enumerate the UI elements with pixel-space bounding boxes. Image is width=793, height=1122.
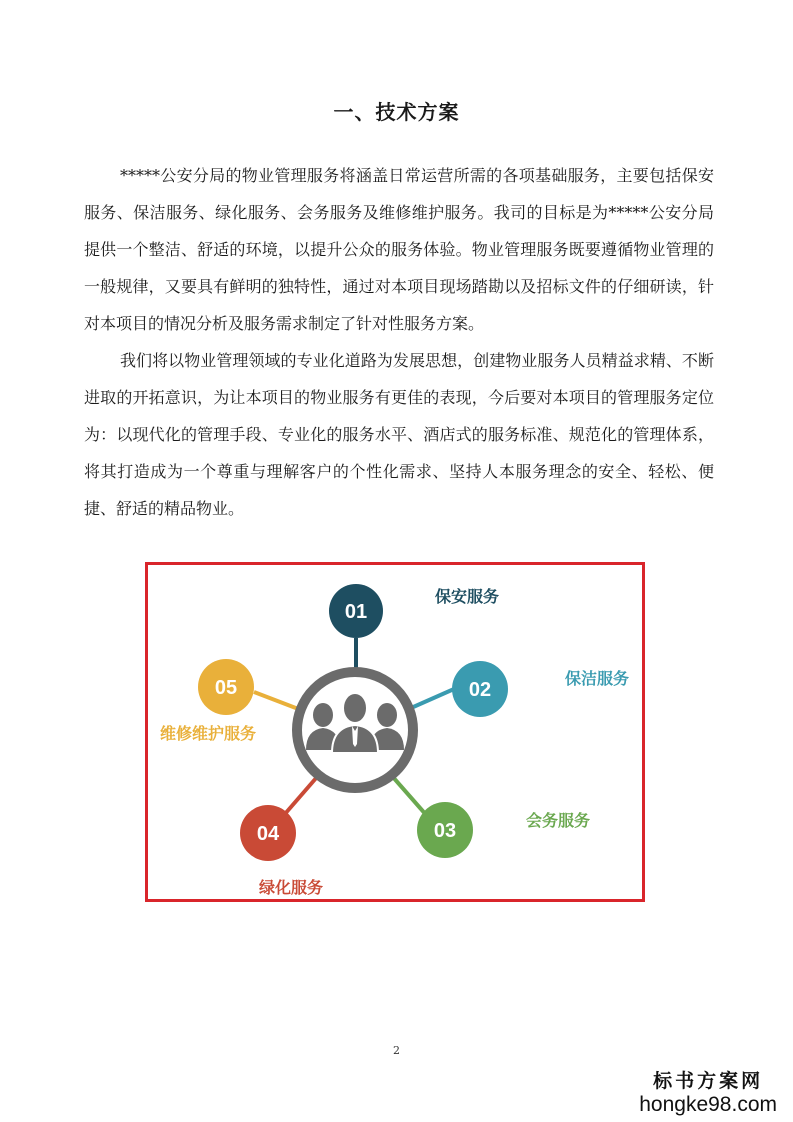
label-security: 保安服务 — [435, 587, 500, 606]
node-01-number: 01 — [344, 601, 368, 623]
node-03 — [417, 802, 473, 858]
connector-04 — [284, 777, 317, 815]
paragraph-2: 我们将以物业管理领域的专业化道路为发展思想，创建物业服务人员精益求精、不断进取的开拓意识，为让本项目的物业服务有更佳的表现，今后要对本项目的管理服务定位为：以现代化的管理手段、专业化的服务水平、酒店式的服务标准、规范化的管理体系，将其打造成为一个尊重与理解客户的个性化需求、坚持人本服务理念的安全、轻松、便捷、舒适的精品物业。 — [84, 351, 714, 518]
section-title: 一、技术方案 — [333, 100, 460, 124]
node-02-number: 02 — [468, 679, 492, 701]
body-text — [84, 157, 714, 527]
watermark-en: hongke98.com — [639, 1093, 777, 1116]
node-05-number: 05 — [214, 677, 238, 699]
label-cleaning: 保洁服务 — [565, 669, 630, 688]
node-03-number: 03 — [433, 820, 457, 842]
node-04 — [240, 805, 296, 861]
connector-02 — [411, 689, 454, 708]
node-01 — [329, 584, 383, 638]
node-05 — [198, 659, 254, 715]
service-diagram — [145, 562, 645, 902]
label-conference: 会务服务 — [526, 811, 591, 830]
connector-05 — [254, 692, 301, 710]
watermark-cn: 标书方案网 — [653, 1070, 764, 1092]
label-maintenance: 维修维护服务 — [160, 724, 257, 743]
watermark — [639, 1066, 777, 1117]
node-04-number: 04 — [256, 823, 280, 845]
page-number: 2 — [393, 1044, 400, 1057]
paragraph-1: *****公安分局的物业管理服务将涵盖日常运营所需的各项基础服务，主要包括保安服务、保洁服务、绿化服务、会务服务及维修维护服务。我司的目标是为*****公安分局提供一个整洁、舒适的环境，以提升公众的服务体验。物业管理服务既要遵循物业管理的一般规律，又要具有鲜明的独特性，通过对本项目现场踏勘以及招标文件的仔细研读，针对本项目的情况分析及服务需求制定了针对性服务方案。 — [84, 166, 714, 333]
node-02 — [452, 661, 508, 717]
label-greening: 绿化服务 — [259, 878, 324, 897]
connector-03 — [392, 776, 428, 817]
